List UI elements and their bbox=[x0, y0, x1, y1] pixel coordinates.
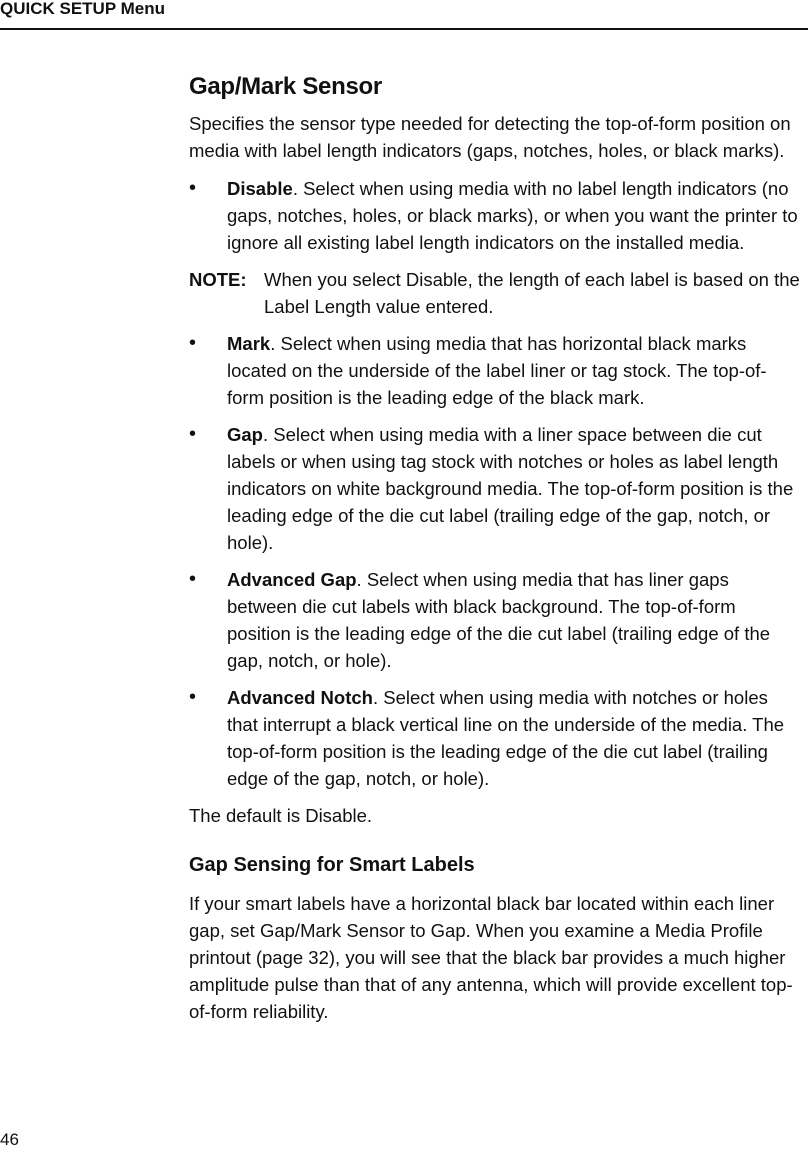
bullet-icon: • bbox=[189, 177, 197, 199]
option-disable bbox=[189, 175, 803, 256]
option-description: . Select when using media that has liner gaps between die cut labels with black background. The top-of-form position is the leading edge of the die cut label (trailing edge of the gap, notch, or hole). bbox=[227, 569, 771, 671]
note-label: NOTE: bbox=[189, 269, 247, 290]
option-term: Disable bbox=[227, 178, 293, 199]
option-description: . Select when using media with no label length indicators (no gaps, notches, holes, or black marks), or when you want the printer to ignore all existing label length indicators on the installed media. bbox=[227, 178, 798, 253]
option-advanced-gap bbox=[189, 566, 803, 674]
option-term: Advanced Notch bbox=[227, 687, 373, 708]
intro-paragraph: Specifies the sensor type needed for detecting the top-of-form position on media with label length indicators (gaps, notches, holes, or black marks). bbox=[189, 113, 791, 161]
option-gap bbox=[189, 421, 803, 556]
bullet-icon: • bbox=[189, 686, 197, 708]
option-term: Mark bbox=[227, 333, 271, 354]
section-title: QUICK SETUP Menu bbox=[0, 0, 165, 18]
page-number: 46 bbox=[0, 1130, 19, 1149]
subsection-title: Gap Sensing for Smart Labels bbox=[189, 854, 475, 876]
option-term: Advanced Gap bbox=[227, 569, 357, 590]
bullet-icon: • bbox=[189, 568, 197, 590]
bullet-icon: • bbox=[189, 332, 197, 354]
page-content bbox=[189, 71, 803, 1036]
option-term: Gap bbox=[227, 424, 263, 445]
option-description: . Select when using media that has horizontal black marks located on the underside of the label liner or tag stock. The top-of-form position is the leading edge of the black mark. bbox=[227, 333, 767, 408]
option-description: . Select when using media with notches or holes that interrupt a black vertical line on the underside of the media. The top-of-form position is the leading edge of the die cut label (trailing edge of the gap, notch, or hole). bbox=[227, 687, 785, 789]
option-mark bbox=[189, 330, 803, 411]
option-advanced-notch bbox=[189, 684, 803, 792]
default-paragraph: The default is Disable. bbox=[189, 805, 373, 826]
page-title: Gap/Mark Sensor bbox=[189, 73, 382, 100]
running-header bbox=[0, 0, 808, 30]
subsection-paragraph: If your smart labels have a horizontal black bar located within each liner gap, set Gap/Mark Sensor to Gap. When you examine a Media Profile printout (page 32), you will see that the black bar provides a much higher amplitude pulse than that of any antenna, which will provide excellent top-of-form reliability. bbox=[189, 893, 793, 1022]
note-block bbox=[189, 266, 803, 320]
option-description: . Select when using media with a liner space between die cut labels or when using tag stock with notches or holes as label length indicators on white background media. The top-of-form position is the leading edge of the die cut label (trailing edge of the gap, notch, or hole). bbox=[227, 424, 794, 553]
bullet-icon: • bbox=[189, 423, 197, 445]
note-text: When you select Disable, the length of each label is based on the Label Length value entered. bbox=[264, 269, 800, 317]
